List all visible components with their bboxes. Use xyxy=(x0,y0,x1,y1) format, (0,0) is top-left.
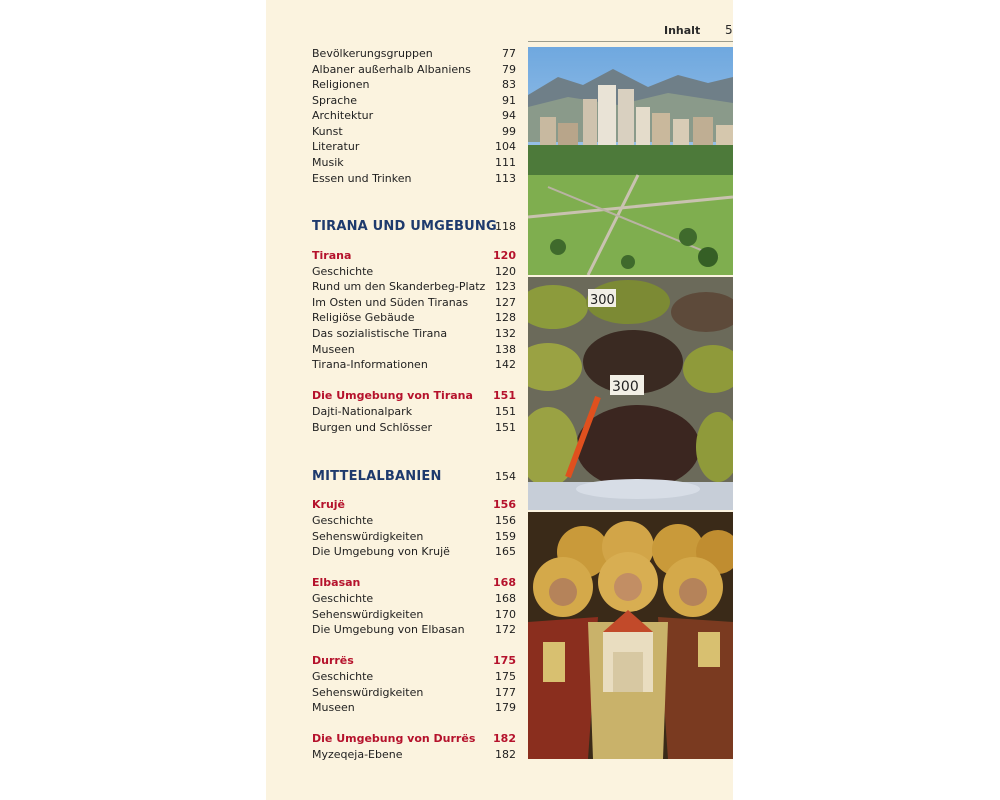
toc-entry xyxy=(312,264,516,279)
toc-entry xyxy=(312,326,516,341)
toc-entry-page: 165 xyxy=(495,545,516,558)
toc-entry-title: Geschichte xyxy=(312,670,374,683)
tirana-city-illustration xyxy=(528,47,733,275)
toc-entry-page: 175 xyxy=(493,654,516,667)
toc-entry xyxy=(312,622,516,637)
toc-entry-page: 113 xyxy=(495,172,516,185)
toc-page xyxy=(266,0,733,800)
toc-entry-page: 172 xyxy=(495,623,516,636)
toc-entry-page: 118 xyxy=(495,220,516,233)
toc-subheading-title: Elbasan xyxy=(312,576,361,589)
toc-entry-title: Albaner außerhalb Albaniens xyxy=(312,63,471,76)
toc-subheading xyxy=(312,388,516,403)
toc-entry-title: Bevölkerungsgruppen xyxy=(312,47,433,60)
toc-subheading-title: Krujë xyxy=(312,498,346,511)
toc-entry-page: 156 xyxy=(495,514,516,527)
toc-entry xyxy=(312,513,516,528)
toc-entry-page: 91 xyxy=(502,94,516,107)
toc-entry-title: Sehenswürdigkeiten xyxy=(312,608,424,621)
toc-entry-page: 177 xyxy=(495,686,516,699)
toc-entry xyxy=(312,124,516,139)
toc-subheading xyxy=(312,731,516,746)
toc-subheading-title: Durrës xyxy=(312,654,354,667)
toc-entry xyxy=(312,279,516,294)
toc-entry-title: Rund um den Skanderbeg-Platz xyxy=(312,280,486,293)
toc-entry xyxy=(312,171,516,186)
toc-entry-title: Museen xyxy=(312,343,355,356)
toc-entry-page: 111 xyxy=(495,156,516,169)
toc-entry-title: Musik xyxy=(312,156,344,169)
toc-entry-title: Dajti-Nationalpark xyxy=(312,405,413,418)
toc-section-heading xyxy=(312,468,516,486)
toc-entry-page: 128 xyxy=(495,311,516,324)
toc-entry xyxy=(312,295,516,310)
toc-entry xyxy=(312,669,516,684)
toc-entry-title: Tirana-Informationen xyxy=(312,358,428,371)
toc-subheading-title: Tirana xyxy=(312,249,352,262)
olive-market-illustration xyxy=(528,277,733,510)
toc-entry-title: Sehenswürdigkeiten xyxy=(312,530,424,543)
toc-entry-title: Burgen und Schlösser xyxy=(312,421,433,434)
page-number: 5 xyxy=(725,23,733,37)
toc-entry-title: Literatur xyxy=(312,140,360,153)
toc-entry-title: Das sozialistische Tirana xyxy=(312,327,448,340)
toc-entry-title: Sprache xyxy=(312,94,358,107)
olive-price-sign-1: 300 xyxy=(590,293,615,308)
toc-entry-title: Geschichte xyxy=(312,514,374,527)
toc-entry xyxy=(312,420,516,435)
toc-entry xyxy=(312,62,516,77)
toc-subheading xyxy=(312,575,516,590)
running-header-label: Inhalt xyxy=(664,24,701,37)
toc-subheading xyxy=(312,497,516,512)
toc-entry-page: 168 xyxy=(493,576,516,589)
toc-entry xyxy=(312,77,516,92)
icon-painting-illustration xyxy=(528,512,733,759)
header-rule xyxy=(528,41,733,42)
toc-entry-page: 151 xyxy=(495,421,516,434)
toc-entry-page: 154 xyxy=(495,470,516,483)
toc-entry-page: 127 xyxy=(495,296,516,309)
toc-entry xyxy=(312,685,516,700)
toc-entry-page: 179 xyxy=(495,701,516,714)
toc-entry-page: 83 xyxy=(502,78,516,91)
toc-entry xyxy=(312,404,516,419)
toc-entry-page: 156 xyxy=(493,498,516,511)
olive-price-sign-2: 300 xyxy=(612,379,639,395)
toc-subheading-title: Die Umgebung von Durrës xyxy=(312,732,476,745)
toc-entry xyxy=(312,155,516,170)
icon-painting-photo xyxy=(528,512,733,759)
toc-entry-title: Museen xyxy=(312,701,355,714)
toc-entry-title: Religiöse Gebäude xyxy=(312,311,415,324)
toc-entry-page: 182 xyxy=(493,732,516,745)
toc-entry-page: 94 xyxy=(502,109,516,122)
toc-entry-title: Architektur xyxy=(312,109,374,122)
olive-market-photo xyxy=(528,277,733,510)
toc-entry xyxy=(312,591,516,606)
toc-subheading-title: Die Umgebung von Tirana xyxy=(312,389,473,402)
toc-subheading xyxy=(312,653,516,668)
toc-entry xyxy=(312,747,516,762)
toc-entry-page: 159 xyxy=(495,530,516,543)
toc-entry-page: 99 xyxy=(502,125,516,138)
toc-entry-title: Geschichte xyxy=(312,592,374,605)
toc-entry-page: 104 xyxy=(495,140,516,153)
toc-entry-page: 170 xyxy=(495,608,516,621)
toc-entry-title: Religionen xyxy=(312,78,370,91)
tirana-city-photo xyxy=(528,47,733,275)
toc-entry xyxy=(312,139,516,154)
toc-entry-page: 151 xyxy=(493,389,516,402)
toc-entry xyxy=(312,544,516,559)
toc-entry-title: Geschichte xyxy=(312,265,374,278)
toc-entry xyxy=(312,46,516,61)
toc-entry-page: 142 xyxy=(495,358,516,371)
toc-entry xyxy=(312,108,516,123)
toc-entry xyxy=(312,342,516,357)
toc-entry-page: 120 xyxy=(493,249,516,262)
toc-entry-page: 175 xyxy=(495,670,516,683)
toc-entry-page: 123 xyxy=(495,280,516,293)
toc-entry-title: Myzeqeja-Ebene xyxy=(312,748,403,761)
toc-entry-page: 132 xyxy=(495,327,516,340)
toc-entry-page: 138 xyxy=(495,343,516,356)
toc-entry xyxy=(312,700,516,715)
toc-section-title: TIRANA UND UMGEBUNG xyxy=(312,219,497,234)
toc-entry-title: Kunst xyxy=(312,125,343,138)
toc-entry-page: 168 xyxy=(495,592,516,605)
toc-entry xyxy=(312,310,516,325)
toc-entry xyxy=(312,357,516,372)
toc-section-title: MITTELALBANIEN xyxy=(312,469,442,484)
toc-entry xyxy=(312,607,516,622)
toc-entry-page: 77 xyxy=(502,47,516,60)
toc-entry xyxy=(312,93,516,108)
toc-entry-title: Die Umgebung von Elbasan xyxy=(312,623,465,636)
toc-entry-page: 79 xyxy=(502,63,516,76)
toc-entry-title: Essen und Trinken xyxy=(312,172,412,185)
toc-entry-title: Die Umgebung von Krujë xyxy=(312,545,450,558)
toc-subheading xyxy=(312,248,516,263)
toc-entry-title: Im Osten und Süden Tiranas xyxy=(312,296,469,309)
toc-entry-page: 182 xyxy=(495,748,516,761)
toc-entry-page: 151 xyxy=(495,405,516,418)
toc-entry-title: Sehenswürdigkeiten xyxy=(312,686,424,699)
toc-entry xyxy=(312,529,516,544)
toc-entry-page: 120 xyxy=(495,265,516,278)
toc-section-heading xyxy=(312,218,516,236)
